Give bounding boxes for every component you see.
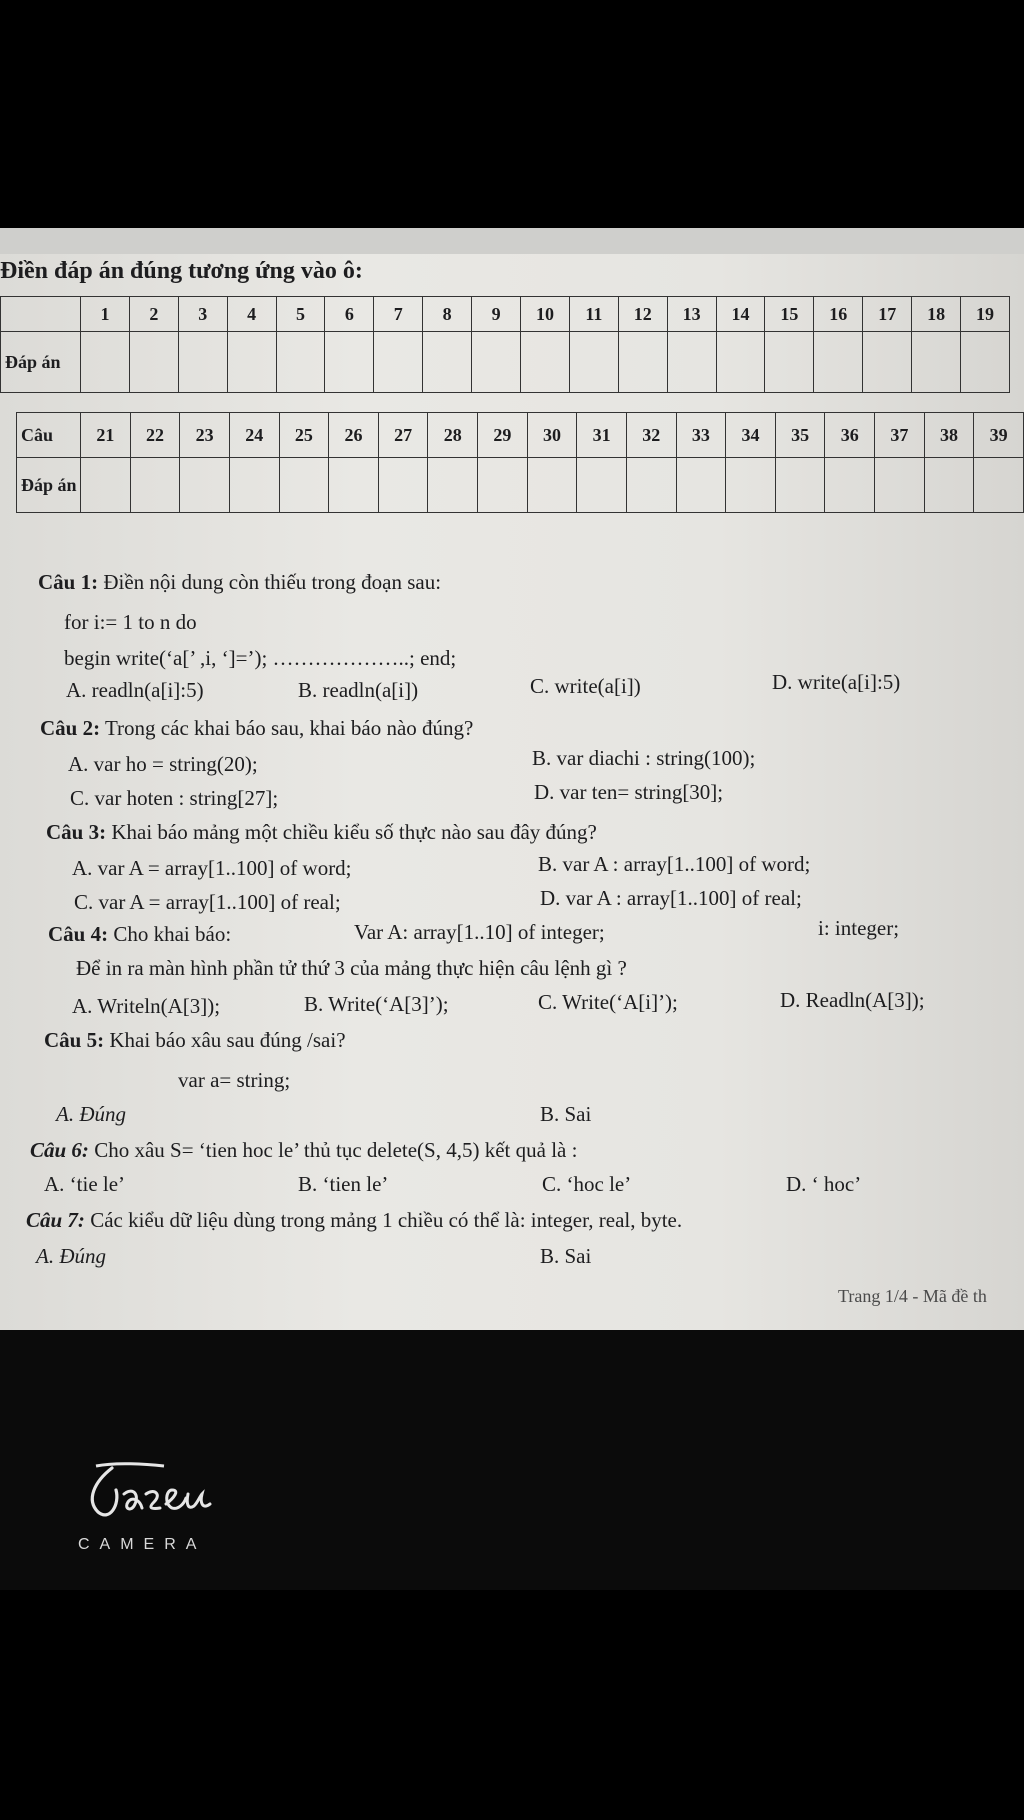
question-number-cell: 30 — [527, 413, 577, 458]
answer-cell — [428, 458, 478, 513]
option-d: D. Readln(A[3]); — [780, 988, 925, 1012]
option-c: C. var A = array[1..100] of real; — [74, 890, 341, 914]
answer-cell — [716, 332, 765, 393]
grid-header-row — [17, 413, 1024, 458]
answer-cell — [912, 332, 961, 393]
answer-cell — [81, 458, 131, 513]
question-text: Các kiểu dữ liệu dùng trong mảng 1 chiều có thể là: integer, real, byte. — [90, 1208, 683, 1232]
grid-answer-row — [17, 458, 1024, 513]
option-a: A. var A = array[1..100] of word; — [72, 856, 352, 880]
code-line: begin write(‘a[’ ,i, ‘]=’); ………………..; end; — [64, 646, 457, 670]
answer-cell — [81, 332, 130, 393]
code-line: for i:= 1 to n do — [64, 610, 197, 634]
code-line: var a= string; — [178, 1068, 291, 1092]
question-text: Cho xâu S= ‘tien hoc le’ thủ tục delete(S, 4,5) kết quả là : — [94, 1138, 578, 1162]
question-text: Điền nội dung còn thiếu trong đoạn sau: — [103, 570, 442, 594]
question-number: Câu 4: — [48, 922, 109, 946]
question-1 — [38, 570, 441, 595]
question-number-cell: 2 — [129, 297, 178, 332]
grid-corner-cell — [1, 297, 81, 332]
question-number-cell: 25 — [279, 413, 329, 458]
answer-cell — [961, 332, 1010, 393]
answer-cell — [329, 458, 379, 513]
question-number-cell: 34 — [726, 413, 776, 458]
question-number-cell: 23 — [180, 413, 230, 458]
answer-cell — [178, 332, 227, 393]
question-number-cell: 14 — [716, 297, 765, 332]
option-b: B. var A : array[1..100] of word; — [538, 852, 811, 876]
question-number-cell: 17 — [863, 297, 912, 332]
answer-cell — [325, 332, 374, 393]
question-number-cell: 5 — [276, 297, 325, 332]
answer-cell — [863, 332, 912, 393]
answer-cell — [569, 332, 618, 393]
question-number-cell: 37 — [875, 413, 925, 458]
index-declaration: i: integer; — [818, 916, 900, 940]
answer-cell — [279, 458, 329, 513]
option-a: A. readln(a[i]:5) — [66, 678, 204, 702]
question-6 — [30, 1138, 577, 1163]
answer-cell — [577, 458, 627, 513]
question-number-cell: 18 — [912, 297, 961, 332]
question-2 — [40, 716, 473, 741]
question-number-cell: 6 — [325, 297, 374, 332]
camera-brand-logo — [76, 1460, 236, 1524]
option-b: B. Sai — [540, 1102, 592, 1126]
option-b: B. var diachi : string(100); — [532, 746, 756, 770]
answer-cell — [521, 332, 570, 393]
question-number: Câu 7: — [26, 1208, 85, 1232]
answer-cell — [276, 332, 325, 393]
answer-cell — [423, 332, 472, 393]
question-number-cell: 22 — [130, 413, 180, 458]
question-number-cell: 31 — [577, 413, 627, 458]
answer-cell — [667, 332, 716, 393]
question-number-cell: 7 — [374, 297, 423, 332]
option-a: A. Đúng — [56, 1102, 126, 1126]
question-number-cell: 39 — [974, 413, 1024, 458]
question-text: Cho khai báo: — [113, 922, 232, 946]
question-number-cell: 13 — [667, 297, 716, 332]
answer-cell — [378, 458, 428, 513]
option-c: C. Write(‘A[i]’); — [538, 990, 678, 1014]
question-text: Để in ra màn hình phần tử thứ 3 của mảng thực hiện câu lệnh gì ? — [76, 956, 627, 980]
question-text: Trong các khai báo sau, khai báo nào đúng? — [104, 716, 474, 740]
answer-cell — [129, 332, 178, 393]
page-footer: Trang 1/4 - Mã đề th — [838, 1286, 987, 1306]
question-number-cell: 11 — [569, 297, 618, 332]
question-number-cell: 33 — [676, 413, 726, 458]
question-row-label: Câu — [17, 413, 81, 458]
option-b: B. Sai — [540, 1244, 592, 1268]
question-number-cell: 1 — [81, 297, 130, 332]
question-text: Khai báo mảng một chiều kiểu số thực nào sau đây đúng? — [111, 820, 597, 844]
answer-cell — [374, 332, 423, 393]
option-d: D. var A : array[1..100] of real; — [540, 886, 802, 910]
option-b: B. ‘tien le’ — [298, 1172, 389, 1196]
option-b: B. readln(a[i]) — [298, 678, 419, 702]
answer-grid-21-39 — [16, 412, 1024, 513]
answer-cell — [924, 458, 974, 513]
option-d: D. ‘ hoc’ — [786, 1172, 862, 1196]
question-number-cell: 3 — [178, 297, 227, 332]
option-c: C. var hoten : string[27]; — [70, 786, 279, 810]
exam-paper — [0, 228, 1024, 1328]
camera-label: CAMERA — [78, 1536, 207, 1553]
answer-cell — [227, 332, 276, 393]
question-number: Câu 5: — [44, 1028, 105, 1052]
option-a: A. Writeln(A[3]); — [72, 994, 221, 1018]
question-number-cell: 19 — [961, 297, 1010, 332]
question-4 — [48, 922, 231, 947]
answer-row-label: Đáp án — [17, 458, 81, 513]
answer-cell — [974, 458, 1024, 513]
question-number-cell: 32 — [626, 413, 676, 458]
answer-cell — [775, 458, 825, 513]
question-number-cell: 38 — [924, 413, 974, 458]
question-number-cell: 4 — [227, 297, 276, 332]
question-number-cell: 35 — [775, 413, 825, 458]
question-number-cell: 8 — [423, 297, 472, 332]
question-number-cell: 36 — [825, 413, 875, 458]
option-a: A. ‘tie le’ — [44, 1172, 126, 1196]
question-number-cell: 26 — [329, 413, 379, 458]
answer-cell — [130, 458, 180, 513]
option-a: A. Đúng — [36, 1244, 106, 1268]
question-7 — [26, 1208, 682, 1233]
option-a: A. var ho = string(20); — [68, 752, 258, 776]
question-number: Câu 3: — [46, 820, 107, 844]
option-c: C. write(a[i]) — [530, 674, 641, 698]
question-number-cell: 28 — [428, 413, 478, 458]
question-number-cell: 27 — [378, 413, 428, 458]
answer-cell — [618, 332, 667, 393]
answer-cell — [726, 458, 776, 513]
answer-cell — [676, 458, 726, 513]
paper-top-edge — [0, 228, 1024, 254]
question-number-cell: 21 — [81, 413, 131, 458]
option-c: C. ‘hoc le’ — [542, 1172, 632, 1196]
answer-cell — [478, 458, 528, 513]
question-number: Câu 6: — [30, 1138, 89, 1162]
option-d: D. var ten= string[30]; — [534, 780, 724, 804]
answer-cell — [180, 458, 230, 513]
answer-row-label: Đáp án — [1, 332, 81, 393]
answer-cell — [825, 458, 875, 513]
question-number: Câu 1: — [38, 570, 99, 594]
answer-cell — [814, 332, 863, 393]
answer-cell — [875, 458, 925, 513]
photo-of-exam-paper — [0, 228, 1024, 1330]
question-number-cell: 10 — [521, 297, 570, 332]
question-number-cell: 24 — [229, 413, 279, 458]
question-number-cell: 15 — [765, 297, 814, 332]
question-5 — [44, 1028, 346, 1053]
answer-cell — [527, 458, 577, 513]
answer-grid-1-19 — [0, 296, 1010, 393]
answer-cell — [472, 332, 521, 393]
grid-header-row — [1, 297, 1010, 332]
fill-answers-heading: Điền đáp án đúng tương ứng vào ô: — [0, 258, 363, 284]
answer-cell — [229, 458, 279, 513]
array-declaration: Var A: array[1..10] of integer; — [354, 920, 605, 944]
option-d: D. write(a[i]:5) — [772, 670, 901, 694]
question-text: Khai báo xâu sau đúng /sai? — [109, 1028, 346, 1052]
question-number-cell: 9 — [472, 297, 521, 332]
grid-answer-row — [1, 332, 1010, 393]
question-number-cell: 16 — [814, 297, 863, 332]
answer-cell — [765, 332, 814, 393]
answer-cell — [626, 458, 676, 513]
question-number: Câu 2: — [40, 716, 101, 740]
question-number-cell: 12 — [618, 297, 667, 332]
question-number-cell: 29 — [478, 413, 528, 458]
question-3 — [46, 820, 597, 845]
option-b: B. Write(‘A[3]’); — [304, 992, 449, 1016]
